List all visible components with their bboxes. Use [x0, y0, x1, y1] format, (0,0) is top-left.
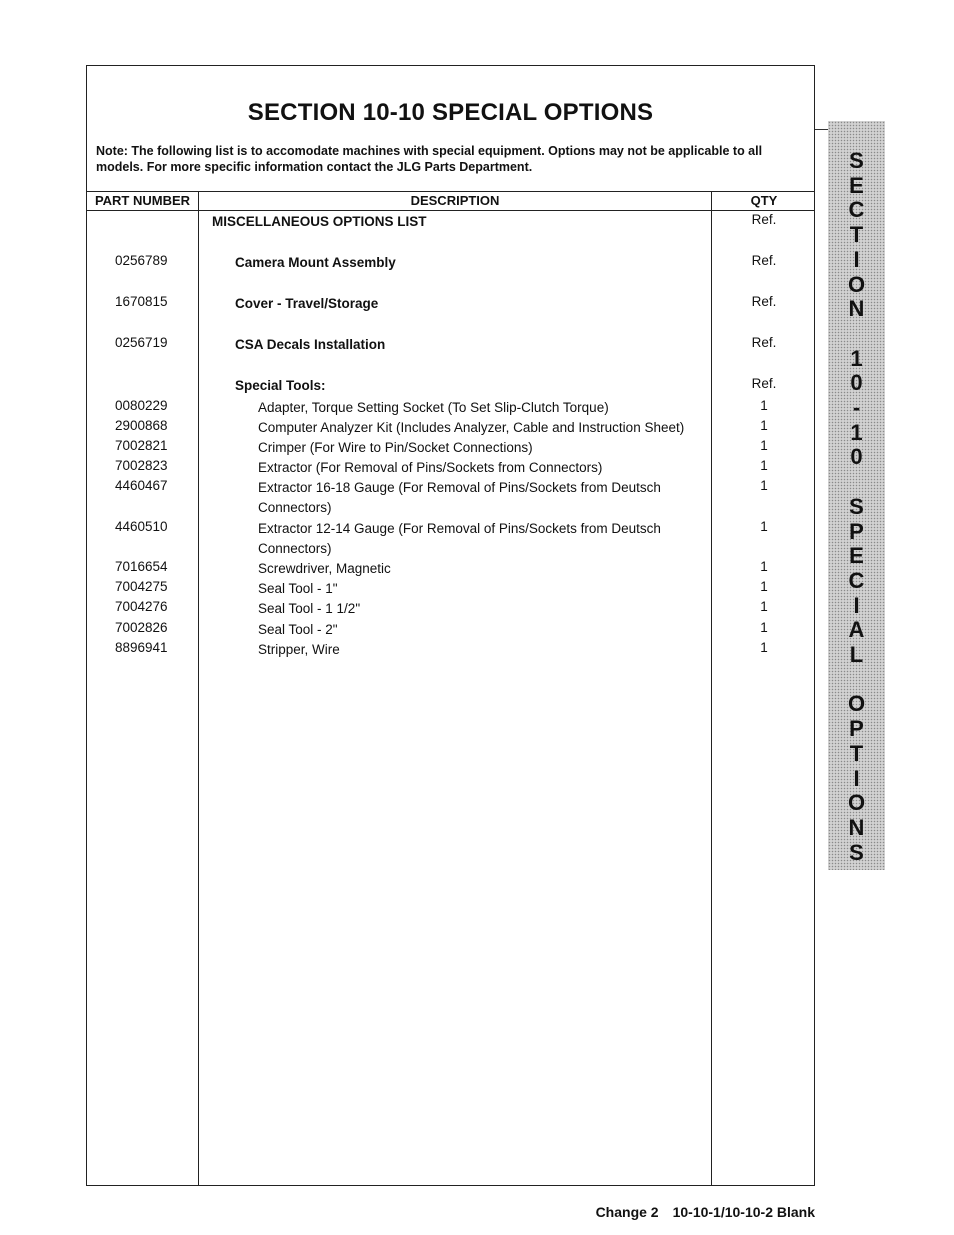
- part-number: 0256789: [115, 253, 168, 268]
- part-qty: 1: [760, 579, 768, 595]
- part-description: Adapter, Torque Setting Socket (To Set Slip-Clutch Torque): [258, 399, 609, 415]
- table-row: [87, 478, 816, 518]
- footer-pages: 10-10-1/10-10-2 Blank: [672, 1204, 815, 1220]
- tab-letter: T: [849, 222, 864, 248]
- tab-letter: 1: [850, 419, 863, 445]
- part-qty: Ref.: [751, 253, 777, 268]
- table-row: [87, 458, 816, 478]
- part-description: Stripper, Wire: [258, 641, 340, 657]
- part-qty: 1: [760, 599, 768, 615]
- part-description: Seal Tool - 1 1/2": [258, 601, 361, 617]
- table-row: [87, 398, 816, 418]
- tab-letter: I: [853, 246, 860, 272]
- tab-letter: T: [849, 740, 864, 766]
- part-description: Special Tools:: [235, 378, 326, 393]
- tab-letter: E: [849, 543, 864, 569]
- part-description: Extractor 16-18 Gauge (For Removal of Pins/Sockets from Deutsch Connectors): [258, 480, 661, 516]
- part-qty: 1: [760, 619, 768, 635]
- table-row: [87, 519, 816, 559]
- tab-letter: E: [849, 172, 864, 198]
- table-top-border: [87, 191, 814, 192]
- tab-letter: N: [848, 814, 865, 840]
- part-qty: Ref.: [751, 212, 777, 227]
- tab-letter: 0: [850, 370, 863, 396]
- part-description: Extractor (For Removal of Pins/Sockets from Connectors): [258, 460, 603, 476]
- table-row: [87, 335, 816, 376]
- part-number: 4460467: [115, 478, 168, 494]
- part-description: Extractor 12-14 Gauge (For Removal of Pins/Sockets from Deutsch Connectors): [258, 520, 661, 556]
- part-number: 0080229: [115, 397, 168, 413]
- part-number: 2900868: [115, 417, 168, 433]
- part-number: 7004276: [115, 599, 168, 615]
- part-description: MISCELLANEOUS OPTIONS LIST: [212, 214, 427, 229]
- table-row: [87, 418, 816, 438]
- part-number: 1670815: [115, 294, 168, 309]
- tab-letter: 0: [850, 444, 863, 470]
- part-number: 7004275: [115, 579, 168, 595]
- part-description: Computer Analyzer Kit (Includes Analyzer, Cable and Instruction Sheet): [258, 419, 685, 435]
- tab-letter: L: [849, 642, 864, 667]
- tab-letter: P: [849, 716, 864, 742]
- parts-table: [87, 212, 816, 660]
- tab-letter: I: [853, 765, 860, 791]
- part-qty: 1: [760, 639, 768, 655]
- part-qty: Ref.: [751, 335, 777, 350]
- tab-letter: C: [848, 567, 865, 593]
- tab-letter: C: [848, 197, 865, 223]
- page-title: SECTION 10-10 SPECIAL OPTIONS: [247, 99, 654, 126]
- tab-letter: N: [848, 296, 865, 322]
- tab-letter: S: [849, 148, 864, 173]
- page-frame: [86, 65, 815, 1186]
- part-qty: 1: [760, 397, 768, 413]
- table-row: [87, 294, 816, 335]
- tab-letter: O: [847, 790, 866, 816]
- table-row: [87, 212, 816, 253]
- part-qty: 1: [760, 458, 768, 474]
- table-row: [87, 559, 816, 579]
- table-row: [87, 253, 816, 294]
- table-row: [87, 438, 816, 458]
- part-description: Screwdriver, Magnetic: [258, 561, 391, 577]
- tab-letter: S: [849, 839, 864, 865]
- part-number: 4460510: [115, 518, 168, 534]
- part-qty: 1: [760, 478, 768, 494]
- part-description: Seal Tool - 2": [258, 621, 338, 637]
- header-description: DESCRIPTION: [410, 193, 500, 208]
- header-part-number: PART NUMBER: [94, 193, 191, 208]
- part-number: 7002826: [115, 619, 168, 635]
- table-row: [87, 579, 816, 599]
- part-description: Camera Mount Assembly: [235, 255, 396, 270]
- tab-letter: S: [849, 493, 864, 519]
- table-row: [87, 620, 816, 640]
- tab-letter: O: [847, 271, 866, 297]
- part-qty: 1: [760, 437, 768, 453]
- part-number: 7002823: [115, 458, 168, 474]
- part-qty: 1: [760, 417, 768, 433]
- note-text: Note: The following list is to accomodate machines with special equipment. Options may not be applicable to all models. For more specific information contact the JLG Parts Department.: [96, 144, 763, 174]
- part-number: 0256719: [115, 335, 168, 350]
- section-tab: [828, 121, 885, 870]
- part-qty: 1: [760, 559, 768, 575]
- part-number: 8896941: [115, 639, 168, 655]
- table-row: [87, 640, 816, 660]
- part-qty: Ref.: [751, 294, 777, 309]
- part-description: CSA Decals Installation: [235, 337, 386, 352]
- tab-letter: O: [847, 691, 866, 717]
- tab-letter: A: [848, 617, 865, 643]
- part-qty: Ref.: [751, 376, 777, 391]
- part-description: Crimper (For Wire to Pin/Socket Connections): [258, 439, 533, 455]
- part-description: Seal Tool - 1": [258, 581, 338, 597]
- header-qty: QTY: [750, 193, 778, 208]
- part-number: 7002821: [115, 437, 168, 453]
- tab-letter: -: [852, 395, 861, 420]
- tab-letter: I: [853, 592, 860, 618]
- header-bottom-border: [87, 210, 814, 211]
- part-qty: 1: [760, 518, 768, 534]
- part-description: Cover - Travel/Storage: [235, 296, 379, 311]
- page-footer: [596, 1204, 815, 1220]
- tab-letter: 1: [850, 345, 863, 371]
- part-number: 7016654: [115, 559, 168, 575]
- tab-letter: P: [849, 518, 864, 544]
- table-row: [87, 376, 816, 398]
- table-row: [87, 599, 816, 619]
- footer-change: Change 2: [595, 1204, 659, 1220]
- tab-tick-line: [815, 129, 828, 130]
